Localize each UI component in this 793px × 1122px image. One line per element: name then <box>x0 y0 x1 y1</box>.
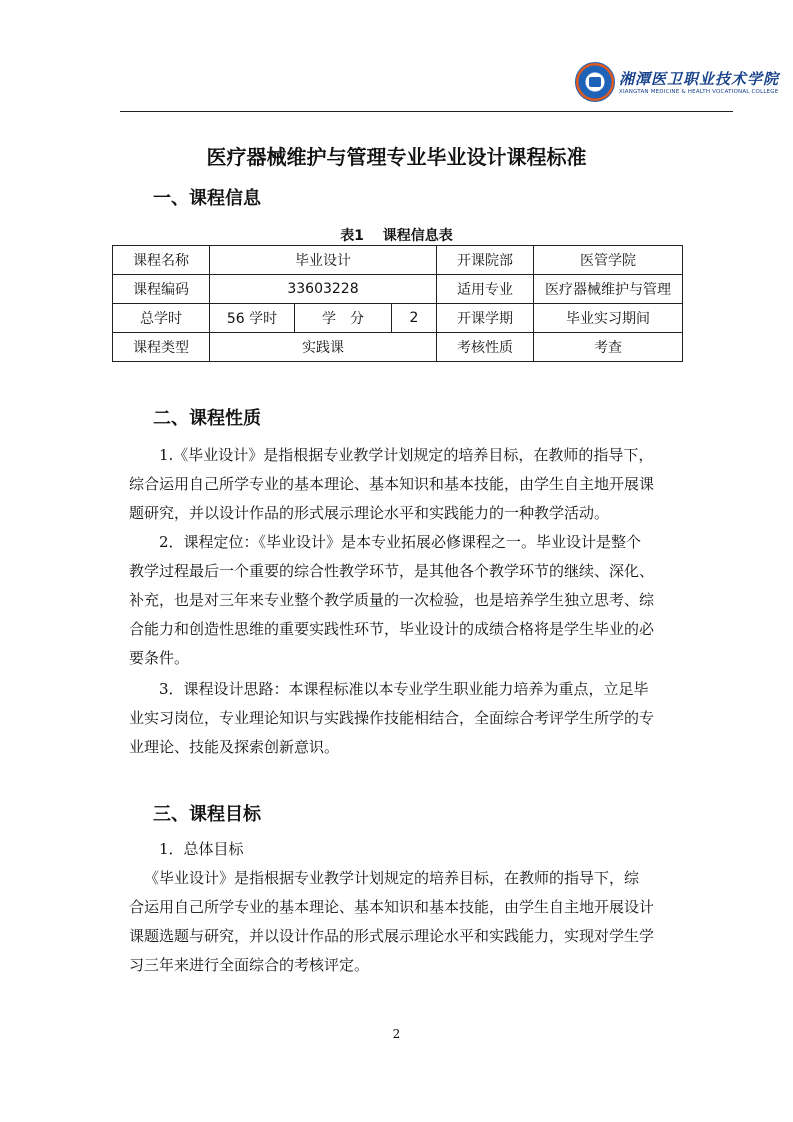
section-heading-course-goals: 三、课程目标 <box>153 804 261 825</box>
paragraph-overall-goal <box>129 864 674 980</box>
text-line: 3．课程设计思路：本课程标准以本专业学生职业能力培养为重点，立足毕 <box>159 680 649 698</box>
table-cell: 课程编码 <box>113 275 210 304</box>
table-cell: 毕业实习期间 <box>534 304 683 333</box>
table-cell: 毕业设计 <box>210 246 437 275</box>
text-line: 补充，也是对三年来专业整个教学质量的一次检验，也是培养学生独立思考、综 <box>129 591 655 609</box>
text-line: 1．总体目标 <box>159 840 244 858</box>
text-line: 题研究，并以设计作品的形式展示理论水平和实践能力的一种教学活动。 <box>129 504 610 522</box>
text-line: 业理论、技能及探索创新意识。 <box>129 738 340 756</box>
text-line: 教学过程最后一个重要的综合性教学环节，是其他各个教学环节的继续、深化、 <box>129 562 655 580</box>
section-heading-course-info: 一、课程信息 <box>153 188 261 209</box>
table-cell: 开课院部 <box>437 246 534 275</box>
table-cell: 实践课 <box>210 333 437 362</box>
page-number: 2 <box>392 1027 401 1041</box>
table-cell: 课程类型 <box>113 333 210 362</box>
header-divider <box>120 111 733 112</box>
course-info-table <box>112 245 683 362</box>
table-row <box>113 333 683 362</box>
table-cell: 学 分 <box>295 304 392 333</box>
subheading-overall-goal <box>129 835 674 864</box>
text-line: 合运用自己所学专业的基本理论、基本知识和基本技能，由学生自主地开展设计 <box>129 898 655 916</box>
text-line: 2．课程定位：《毕业设计》是本专业拓展必修课程之一。毕业设计是整个 <box>159 533 642 551</box>
text-line: 1.《毕业设计》是指根据专业教学计划规定的培养目标，在教师的指导下， <box>159 446 654 464</box>
table-cell: 考核性质 <box>437 333 534 362</box>
table-cell: 2 <box>392 304 437 333</box>
section-heading-course-nature: 二、课程性质 <box>153 408 261 429</box>
table-row <box>113 275 683 304</box>
text-line: 《毕业设计》是指根据专业教学计划规定的培养目标，在教师的指导下，综 <box>144 869 640 887</box>
table-cell: 医疗器械维护与管理 <box>534 275 683 304</box>
table-cell: 总学时 <box>113 304 210 333</box>
paragraph-design-approach <box>129 675 674 762</box>
text-line: 综合运用自己所学专业的基本理论、基本知识和基本技能，由学生自主地开展课 <box>129 475 655 493</box>
text-line: 课题选题与研究，并以设计作品的形式展示理论水平和实践能力，实现对学生学 <box>129 927 655 945</box>
table-cell: 课程名称 <box>113 246 210 275</box>
table-row <box>113 246 683 275</box>
paragraph-course-nature-1 <box>129 441 674 528</box>
table-caption: 表1 课程信息表 <box>340 228 453 244</box>
paragraph-course-positioning <box>129 528 674 673</box>
text-line: 合能力和创造性思维的重要实践性环节，毕业设计的成绩合格将是学生毕业的必 <box>129 620 655 638</box>
text-line: 要条件。 <box>129 649 190 667</box>
document-title: 医疗器械维护与管理专业毕业设计课程标准 <box>206 145 587 169</box>
table-cell: 医管学院 <box>534 246 683 275</box>
table-row <box>113 304 683 333</box>
college-emblem-icon <box>575 62 615 102</box>
college-name-english: XIANGTAN MEDICINE & HEALTH VOCATIONAL COLLEGE <box>619 89 779 95</box>
text-line: 习三年来进行全面综合的考核评定。 <box>129 956 370 974</box>
table-cell: 考查 <box>534 333 683 362</box>
page-header <box>0 0 793 112</box>
table-cell: 56 学时 <box>210 304 295 333</box>
college-name: 湘潭医卫职业技术学院 <box>619 70 780 88</box>
college-logo <box>575 62 780 104</box>
table-cell: 开课学期 <box>437 304 534 333</box>
table-cell: 33603228 <box>210 275 437 304</box>
text-line: 业实习岗位，专业理论知识与实践操作技能相结合，全面综合考评学生所学的专 <box>129 709 655 727</box>
table-cell: 适用专业 <box>437 275 534 304</box>
